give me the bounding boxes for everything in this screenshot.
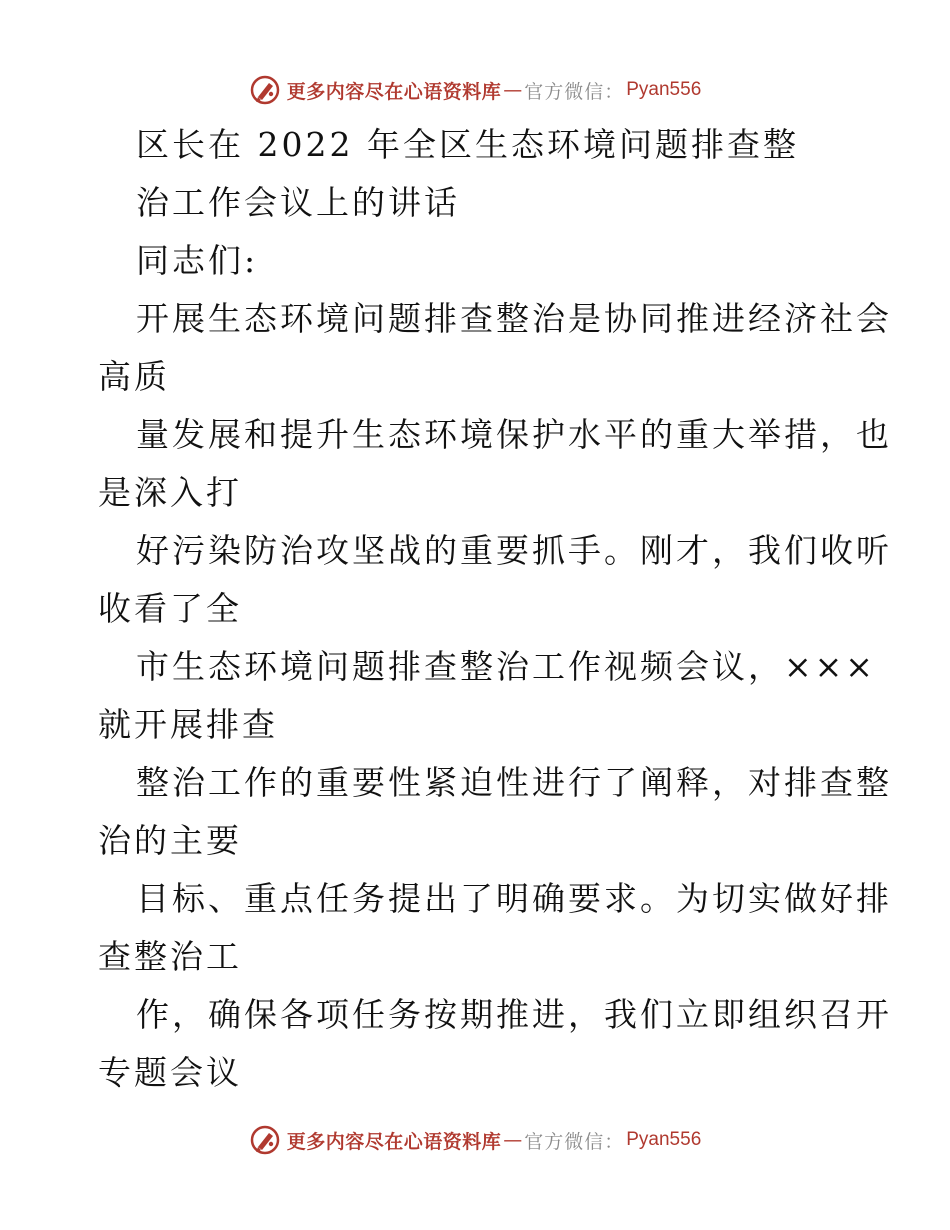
text-line: 好污染防治攻坚战的重要抓手。刚才，我们收听	[136, 531, 892, 570]
text-line: 收看了全	[98, 589, 242, 628]
header-watermark	[0, 70, 950, 110]
text-line: 整治工作的重要性紧迫性进行了阐释，对排查整	[136, 763, 892, 802]
watermark-dash: —	[503, 1129, 523, 1151]
pen-logo-icon	[249, 1124, 281, 1156]
pen-logo-icon	[249, 74, 281, 106]
text-line: 区长在 2022 年全区生态环境问题排查整	[136, 125, 799, 164]
text-line: 专题会议	[98, 1053, 242, 1092]
text-line: 查整治工	[98, 937, 242, 976]
text-line: 治的主要	[98, 821, 242, 860]
text-line: 治工作会议上的讲话	[136, 183, 460, 222]
watermark-label: 官方微信：	[524, 80, 625, 103]
document-body	[98, 116, 892, 1102]
text-line: 作，确保各项任务按期推进，我们立即组织召开	[136, 995, 892, 1034]
text-line: 开展生态环境问题排查整治是协同推进经济社会	[136, 299, 892, 338]
watermark-id: Pyan556	[626, 79, 702, 100]
text-line: 市生态环境问题排查整治工作视频会议，×××	[136, 647, 876, 686]
text-line: 同志们:	[136, 241, 259, 280]
text-line: 是深入打	[98, 473, 242, 512]
watermark-dash: —	[503, 79, 523, 101]
text-line: 高质	[98, 357, 170, 396]
text-line: 目标、重点任务提出了明确要求。为切实做好排	[136, 879, 892, 918]
watermark-label: 官方微信：	[524, 1130, 625, 1153]
watermark-id: Pyan556	[626, 1129, 702, 1150]
text-line: 量发展和提升生态环境保护水平的重大举措，也	[136, 415, 892, 454]
watermark-brand: 更多内容尽在心语资料库	[286, 80, 502, 103]
watermark-brand: 更多内容尽在心语资料库	[286, 1130, 502, 1153]
footer-watermark	[0, 1120, 950, 1160]
text-line: 就开展排查	[98, 705, 278, 744]
